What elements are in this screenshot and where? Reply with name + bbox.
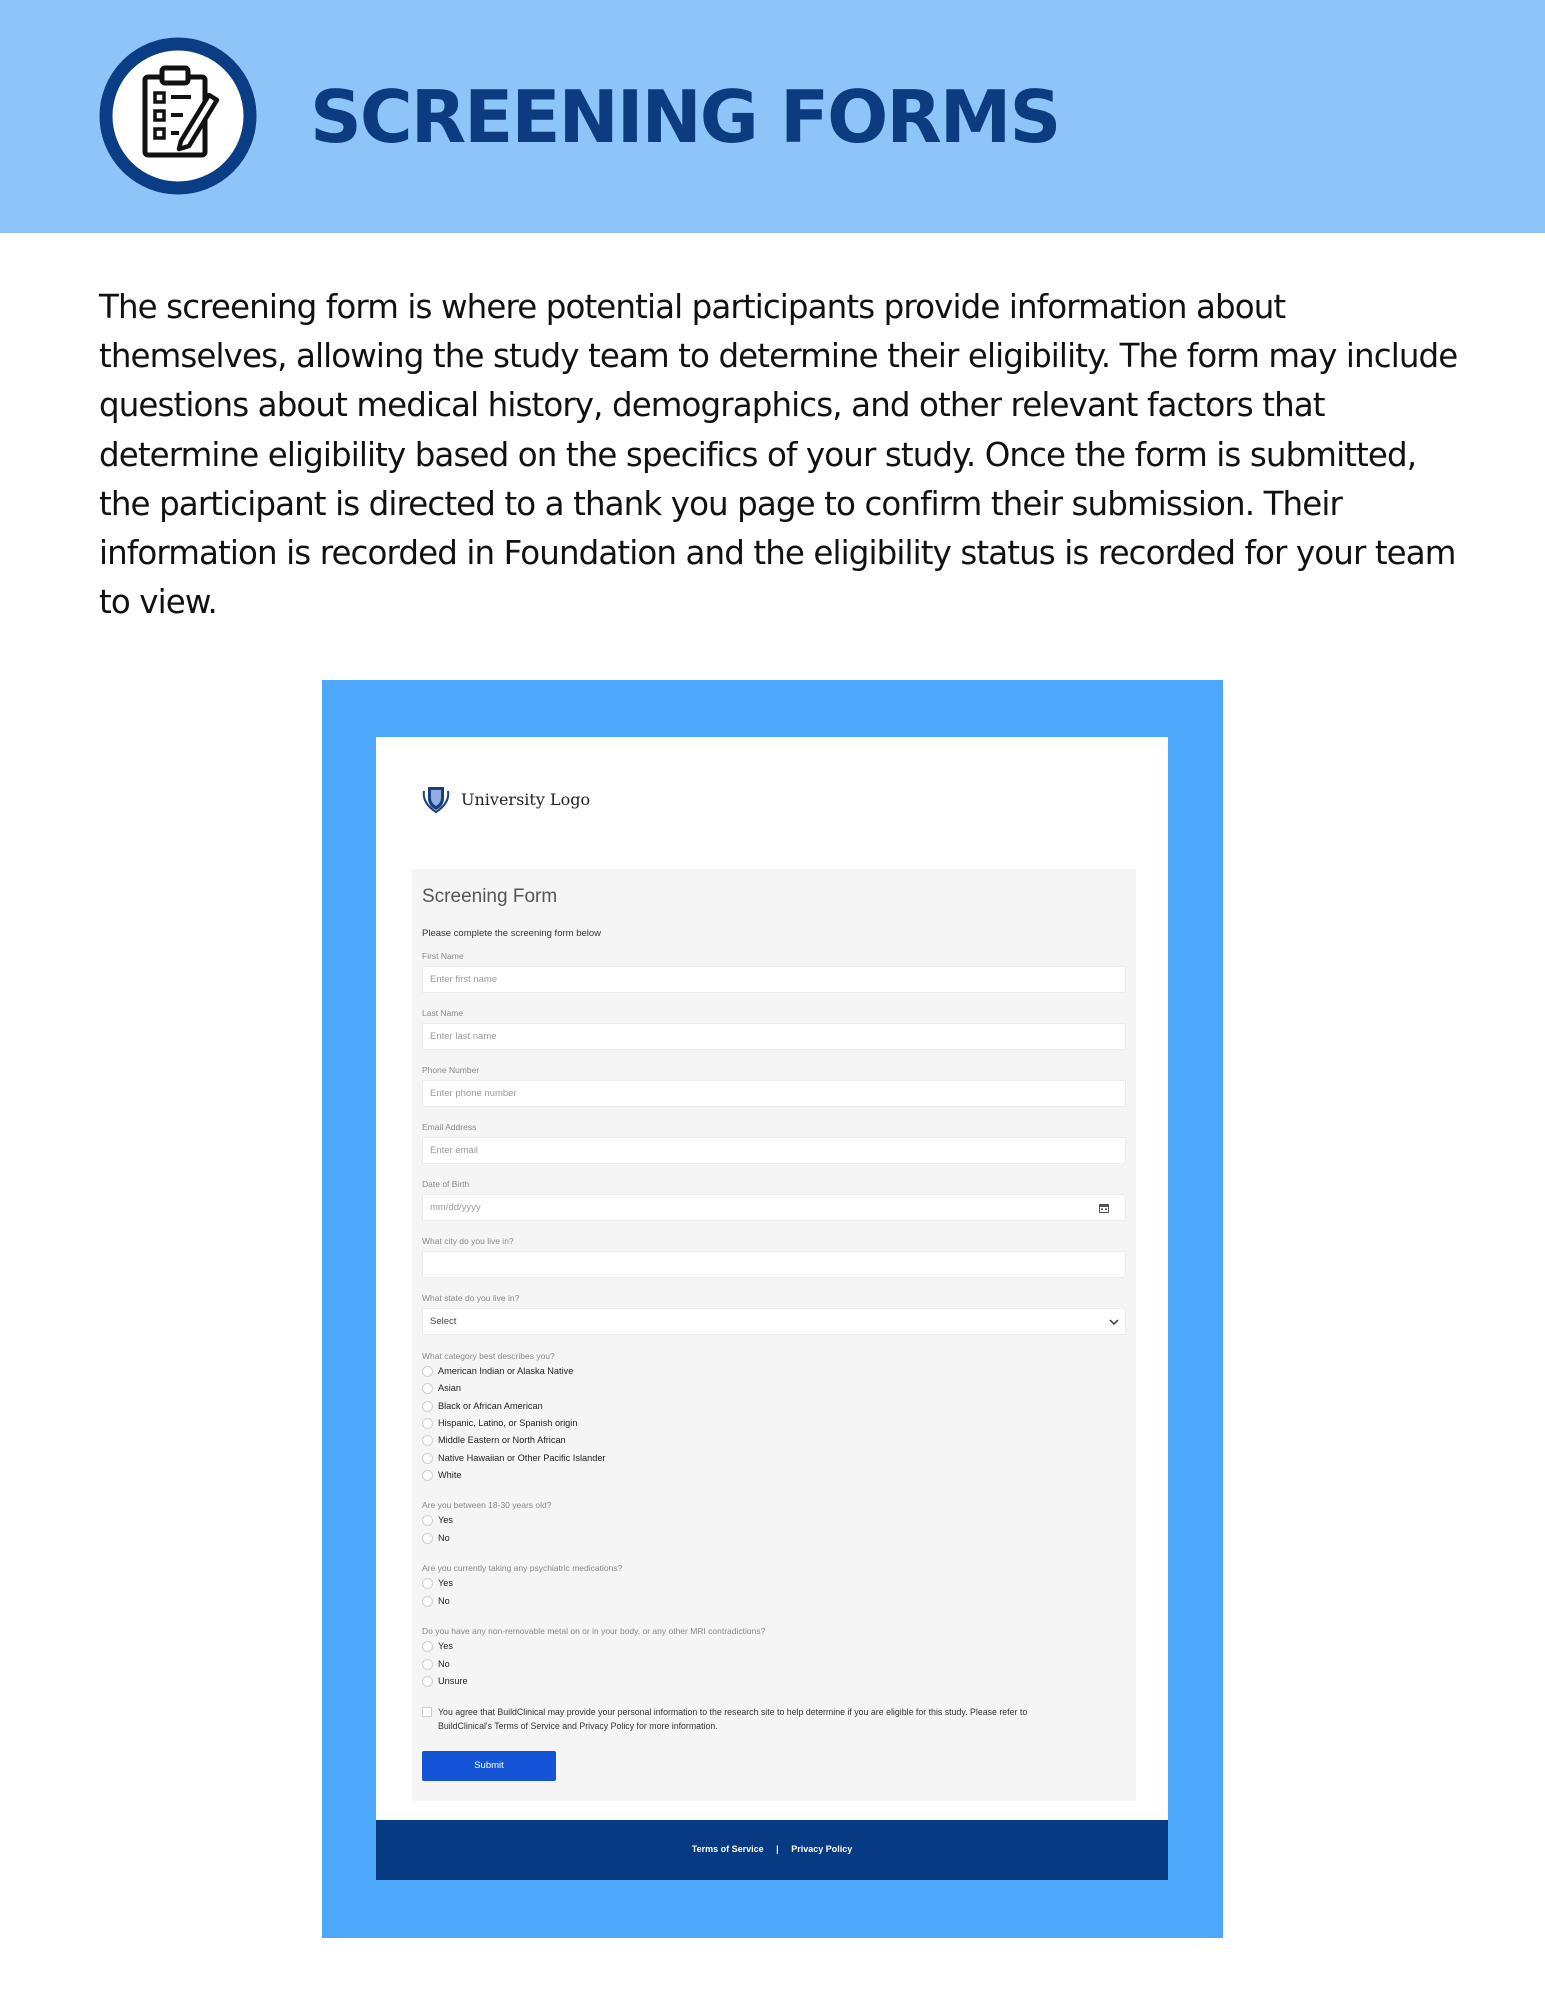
email-label: Email Address	[422, 1122, 477, 1132]
chevron-down-icon	[1108, 1317, 1120, 1327]
radio-icon[interactable]	[422, 1659, 433, 1670]
consent-checkbox[interactable]	[422, 1707, 432, 1717]
dob-label: Date of Birth	[422, 1179, 470, 1189]
radio-label: Black or African American	[438, 1401, 543, 1411]
radio-label: Hispanic, Latino, or Spanish origin	[438, 1418, 578, 1428]
radio-label: Native Hawaiian or Other Pacific Islander	[438, 1453, 606, 1463]
radio-icon[interactable]	[422, 1383, 433, 1394]
intro-paragraph: The screening form is where potential participants provide information about themselves, allowing the study team to determine their eligibility. The form may include questions about medical history, demographics, and other relevant factors that determine eligibility based on the specifics of your study. Once the form is submitted, the participant is directed to a thank you page to confirm their submission. Their information is recorded in Foundation and the eligibility status is recorded for your team to view.	[99, 288, 1458, 622]
logo-text: University Logo	[461, 790, 591, 809]
university-shield-icon	[419, 781, 453, 815]
radio-icon[interactable]	[422, 1515, 433, 1526]
radio-label: No	[438, 1659, 450, 1669]
city-label: What city do you live in?	[422, 1236, 514, 1246]
page-title: SCREENING FORMS	[310, 75, 1060, 159]
clipboard-checklist-icon	[99, 37, 257, 195]
radio-icon[interactable]	[422, 1366, 433, 1377]
consent-text: You agree that BuildClinical may provide your personal information to the research site to help determine if you are eligible for this study. Please refer to BuildClinical's Terms of Service and Privacy Policy for more information.	[438, 1707, 1028, 1731]
dob-placeholder: mm/dd/yyyy	[430, 1202, 481, 1213]
screening-form-card	[412, 869, 1136, 1801]
radio-label: Yes	[438, 1578, 453, 1588]
last-name-label: Last Name	[422, 1008, 464, 1018]
phone-input[interactable]: Enter phone number	[422, 1080, 1126, 1107]
first-name-label: First Name	[422, 951, 464, 961]
phone-label: Phone Number	[422, 1065, 480, 1075]
screenshot-page	[376, 737, 1168, 1880]
radio-label: Yes	[438, 1515, 453, 1525]
metal-label: Do you have any non-removable metal on or in your body, or any other MRI contradictions?	[422, 1626, 766, 1636]
footer-links	[376, 1844, 1168, 1854]
radio-label: Middle Eastern or North African	[438, 1435, 566, 1445]
radio-icon[interactable]	[422, 1401, 433, 1412]
dob-input[interactable]	[422, 1194, 1126, 1221]
form-title: Screening Form	[422, 886, 558, 907]
radio-label: Yes	[438, 1641, 453, 1651]
submit-button[interactable]: Submit	[422, 1751, 556, 1781]
city-input[interactable]	[422, 1251, 1126, 1278]
state-select[interactable]	[422, 1308, 1126, 1335]
radio-label: No	[438, 1533, 450, 1543]
first-name-input[interactable]: Enter first name	[422, 966, 1126, 993]
calendar-icon[interactable]	[1099, 1203, 1109, 1213]
form-subtitle: Please complete the screening form below	[422, 928, 602, 939]
radio-icon[interactable]	[422, 1596, 433, 1607]
radio-label: White	[438, 1470, 462, 1480]
privacy-link[interactable]: Privacy Policy	[791, 1844, 853, 1854]
radio-icon[interactable]	[422, 1435, 433, 1446]
email-input[interactable]: Enter email	[422, 1137, 1126, 1164]
radio-icon[interactable]	[422, 1676, 433, 1687]
radio-icon[interactable]	[422, 1641, 433, 1652]
medications-label: Are you currently taking any psychiatric medications?	[422, 1563, 623, 1573]
header-banner	[0, 0, 1545, 233]
footer-separator: |	[776, 1844, 779, 1854]
last-name-input[interactable]: Enter last name	[422, 1023, 1126, 1050]
state-select-value: Select	[430, 1316, 457, 1327]
radio-label: Unsure	[438, 1676, 468, 1686]
radio-label: No	[438, 1596, 450, 1606]
radio-label: Asian	[438, 1383, 461, 1393]
state-label: What state do you live in?	[422, 1293, 520, 1303]
radio-icon[interactable]	[422, 1470, 433, 1481]
radio-icon[interactable]	[422, 1453, 433, 1464]
age-label: Are you between 18-30 years old?	[422, 1500, 552, 1510]
footer	[376, 1820, 1168, 1880]
terms-link[interactable]: Terms of Service	[691, 1844, 764, 1854]
radio-icon[interactable]	[422, 1533, 433, 1544]
radio-label: American Indian or Alaska Native	[438, 1366, 574, 1376]
radio-icon[interactable]	[422, 1418, 433, 1429]
category-label: What category best describes you?	[422, 1351, 555, 1361]
radio-icon[interactable]	[422, 1578, 433, 1589]
